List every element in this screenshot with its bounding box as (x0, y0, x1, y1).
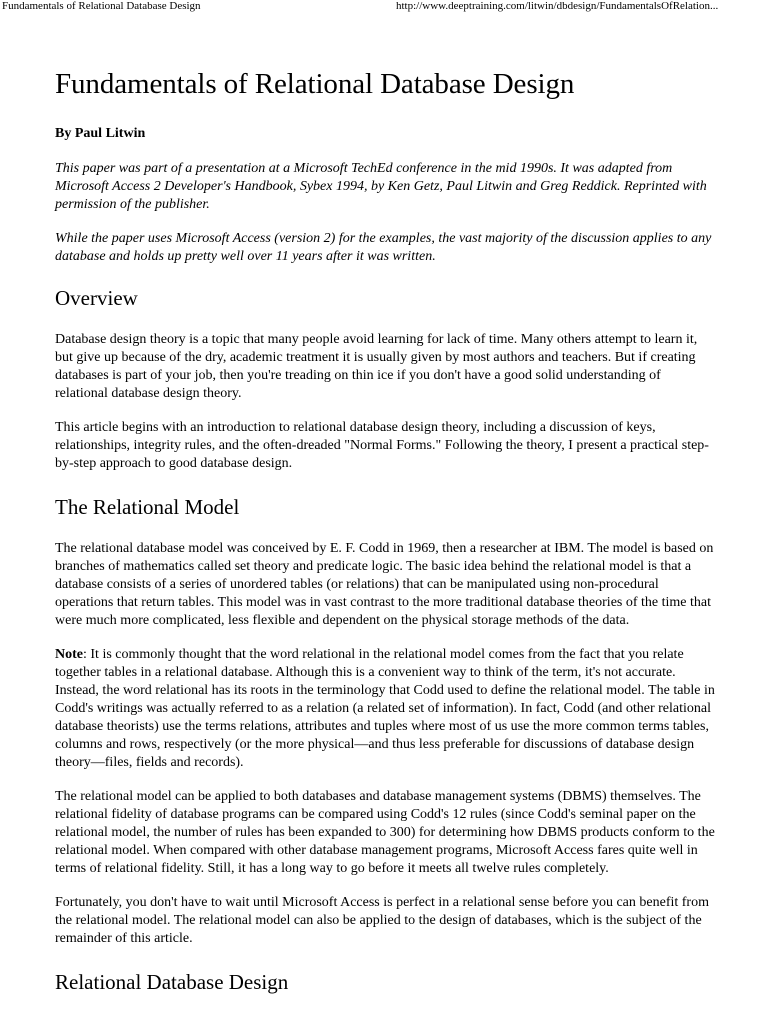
note-text: : It is commonly thought that the word relational in the relational model comes from the fact that you relate together tables in a relational database. Although this is a convenient way to think of the term, it's not accurate. Instead, the word relational has its roots in the terminology that Codd used to define the relational model. The table in Codd's writings was actually referred to as a relation (a related set of information). In fact, Codd (and other relational database theorists) use the terms relations, attributes and tuples where most of us use the more common terms tables, columns and rows, respectively (or the more physical—and thus less preferable for discussions of database design theory—files, fields and records). (55, 647, 715, 770)
article-title: Fundamentals of Relational Database Design (55, 68, 575, 100)
section-heading-overview: Overview (55, 286, 138, 310)
relational-model-note (55, 646, 715, 772)
article-byline: By Paul Litwin (55, 126, 146, 141)
print-header (0, 0, 768, 14)
relational-model-paragraph-3: The relational model can be applied to both databases and database management systems (DBMS) themselves. The relational fidelity of database programs can be compared using Codd's 12 rules (since Codd's seminal paper on the relational model, the number of rules has been expanded to 300) for determining how DBMS products conform to the relational model. When compared with other database management programs, Microsoft Access fares quite well in terms of relational fidelity. Still, it has a long way to go before it meets all twelve rules completely. (55, 789, 715, 876)
intro-paragraph-2: While the paper uses Microsoft Access (version 2) for the examples, the vast majority of the discussion applies to any database and holds up pretty well over 11 years after it was written. (55, 231, 712, 264)
article-body (55, 66, 715, 1015)
section-heading-relational-model: The Relational Model (55, 495, 240, 519)
section-heading-relational-design: Relational Database Design (55, 970, 289, 994)
overview-paragraph-2: This article begins with an introduction to relational database design theory, including a discussion of keys, relationships, integrity rules, and the often-dreaded "Normal Forms." Following the theory, I present a practical step-by-step approach to good database design. (55, 420, 709, 471)
print-header-title: Fundamentals of Relational Database Design (2, 0, 201, 12)
intro-paragraph-1: This paper was part of a presentation at a Microsoft TechEd conference in the mid 1990s. It was adapted from Microsoft Access 2 Developer's Handbook, Sybex 1994, by Ken Getz, Paul Litwin and Greg Reddick. Reprinted with permission of the publisher. (55, 161, 707, 212)
print-header-url: http://www.deeptraining.com/litwin/dbdesign/FundamentalsOfRelation... (396, 0, 719, 12)
relational-model-paragraph-4: Fortunately, you don't have to wait until Microsoft Access is perfect in a relational sense before you can benefit from the relational model. The relational model can also be applied to the design of databases, which is the subject of the remainder of this article. (55, 895, 709, 946)
relational-model-paragraph-1: The relational database model was conceived by E. F. Codd in 1969, then a researcher at IBM. The model is based on branches of mathematics called set theory and predicate logic. The basic idea behind the relational model is that a database consists of a series of unordered tables (or relations) that can be manipulated using non-procedural operations that return tables. This model was in vast contrast to the more traditional database theories of the time that were much more complicated, less flexible and dependent on the physical storage methods of the data. (55, 541, 714, 628)
note-label: Note (55, 647, 83, 662)
overview-paragraph-1: Database design theory is a topic that many people avoid learning for lack of time. Many others attempt to learn it, but give up because of the dry, academic treatment it is usually given by most authors and teachers. But if creating databases is part of your job, then you're treading on thin ice if you don't have a good solid understanding of relational database design theory. (55, 332, 698, 401)
